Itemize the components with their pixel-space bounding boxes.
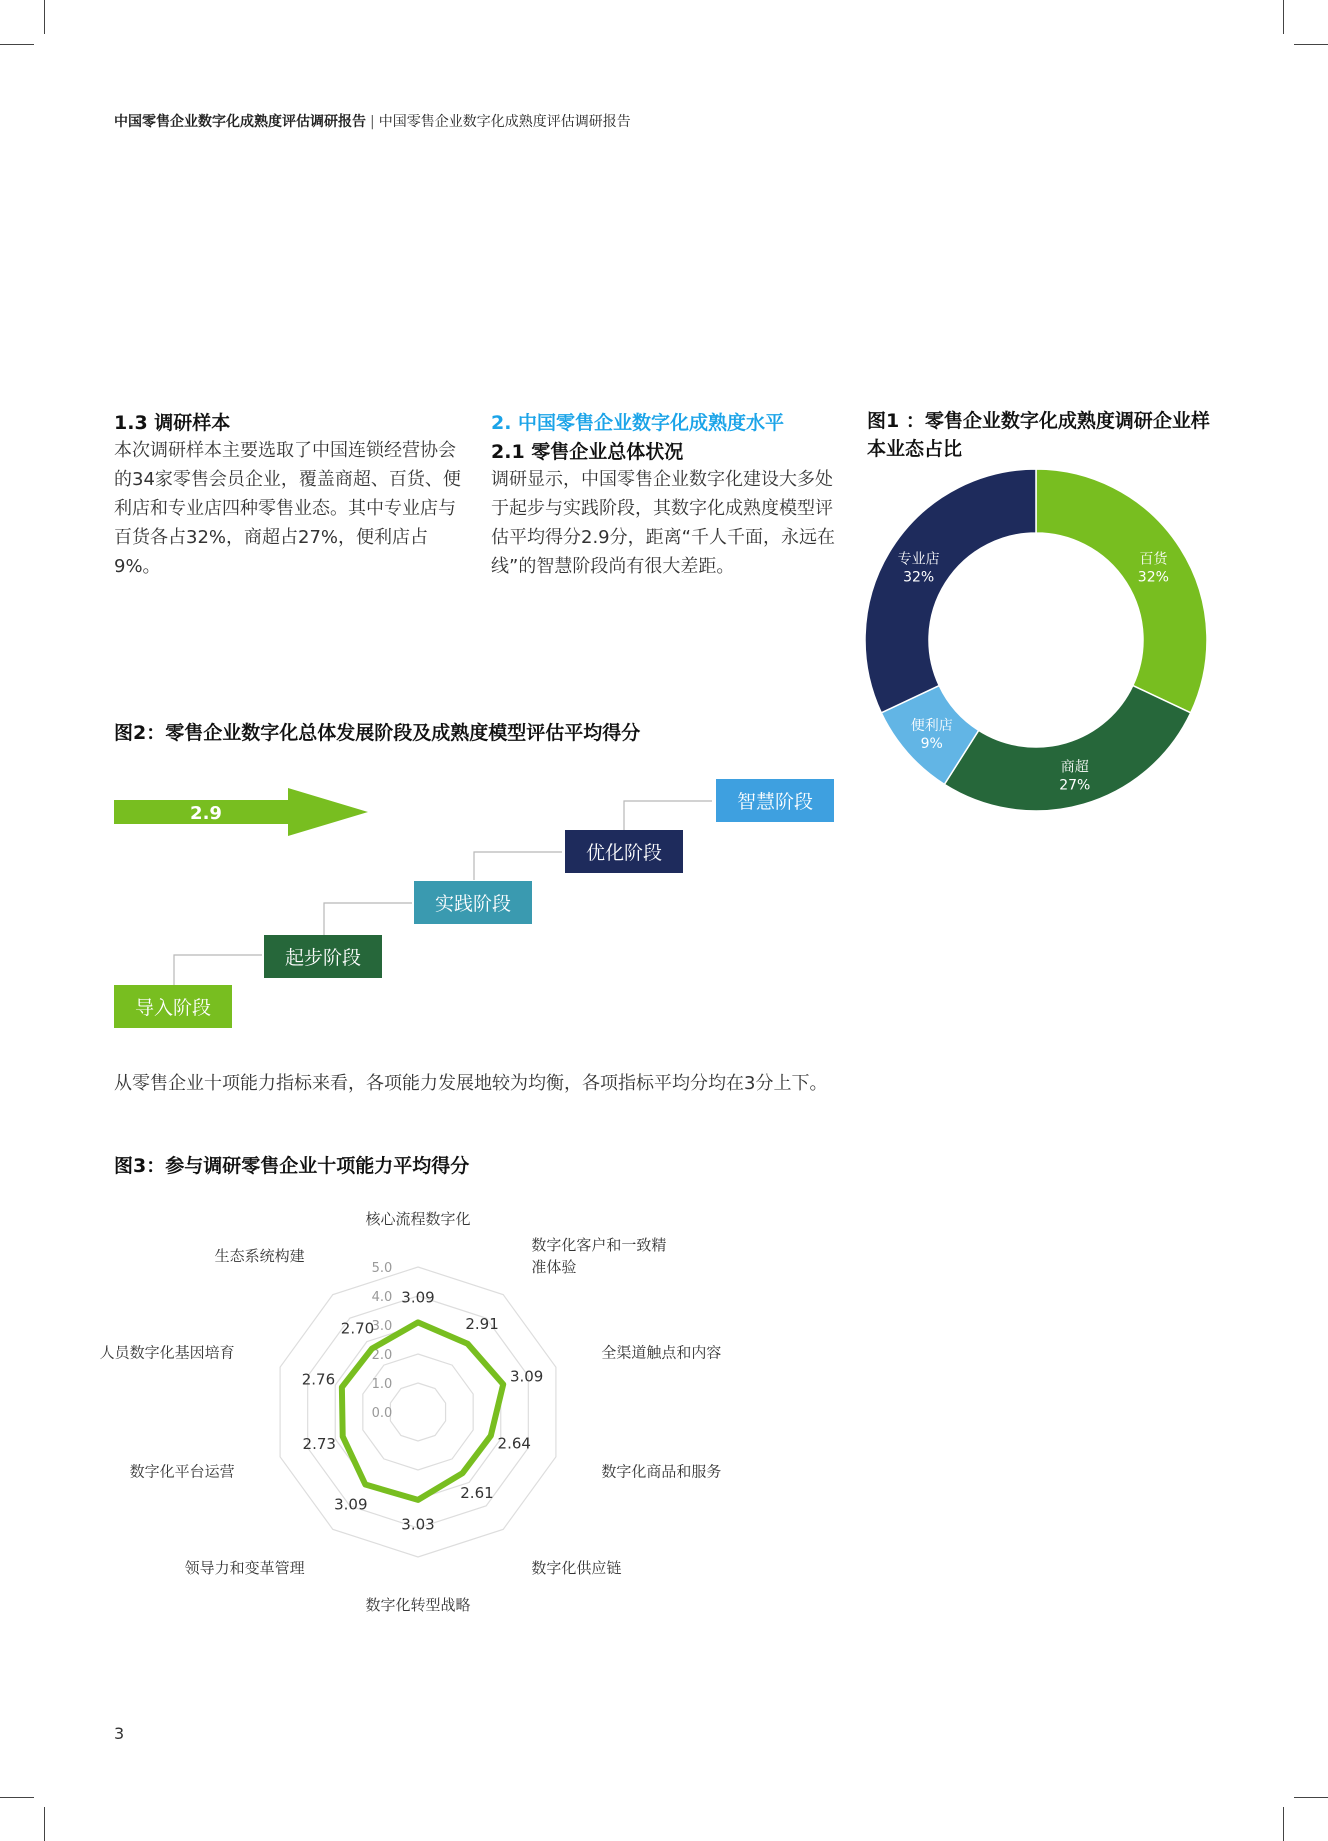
radar-series-line [340,1319,503,1499]
radar-scale-tick: 3.0 [371,1319,393,1334]
section-2-1-body: 调研显示，中国零售企业数字化建设大多处于起步与实践阶段，其数字化成熟度模型评估平均得分2.9分，距离“千人千面，永远在线”的智慧阶段尚有很大差距。 [491,469,835,577]
radar-scale-tick: 4.0 [371,1290,393,1305]
fig1-title: 图1 ：零售企业数字化成熟度调研企业样本业态占比 [867,410,1210,460]
radar-axis-label: 准体验 [531,1257,577,1276]
radar-axis-label: 全渠道触点和内容 [601,1343,722,1362]
radar-value-label: 2.64 [497,1434,531,1453]
donut-label-value: 32% [1137,569,1169,586]
stage-optimize: 优化阶段 [565,830,683,873]
donut-label-value: 27% [1059,777,1091,794]
header-title-light: 中国零售企业数字化成熟度评估调研报告 [378,114,631,130]
radar-value-label: 2.61 [460,1484,494,1503]
donut-label-value: 9% [920,735,943,752]
radar-scale-tick: 5.0 [371,1261,393,1276]
radar-value-label: 3.09 [509,1367,544,1386]
score-arrow-value: 2.9 [190,803,222,824]
radar-grid-ring [280,1267,556,1557]
section-2-title: 2. 中国零售企业数字化成熟度水平 [491,412,785,434]
radar-axis-label: 人员数字化基因培育 [99,1343,235,1362]
stage-intro: 导入阶段 [114,985,232,1028]
radar-axis-label: 核心流程数字化 [365,1210,471,1229]
stage-start: 起步阶段 [264,935,382,978]
donut-label-name: 专业店 [897,551,940,568]
page-number: 3 [114,1724,125,1743]
radar-axis-label: 数字化客户和一致精 [531,1235,667,1254]
header-separator: | [370,114,375,130]
stage-smart: 智慧阶段 [716,779,834,822]
stage-practice: 实践阶段 [414,881,532,924]
radar-axis-label: 数字化平台运营 [129,1462,235,1481]
donut-label-name: 百货 [1139,551,1168,568]
header-title-bold: 中国零售企业数字化成熟度评估调研报告 [114,114,366,130]
fig2-title: 图2：零售企业数字化总体发展阶段及成熟度模型评估平均得分 [114,722,641,744]
section-1-3-title: 1.3 调研样本 [114,412,231,434]
radar-value-label: 3.09 [401,1288,435,1307]
radar-value-label: 2.91 [465,1314,499,1333]
radar-value-label: 2.70 [340,1319,375,1338]
radar-axis-label: 生态系统构建 [214,1246,305,1265]
section-2-1-subtitle: 2.1 零售企业总体状况 [491,441,684,463]
donut-label-name: 便利店 [910,717,953,734]
fig3-intro-paragraph: 从零售企业十项能力指标来看，各项能力发展地较为均衡，各项指标平均分均在3分上下。 [114,1073,828,1094]
fig3-title: 图3：参与调研零售企业十项能力平均得分 [114,1155,470,1177]
radar-scale-tick: 0.0 [371,1406,393,1421]
donut-label-value: 32% [903,569,935,586]
donut-label-name: 商超 [1060,759,1089,776]
radar-axis-label: 数字化供应链 [531,1559,622,1578]
radar-value-label: 3.09 [334,1495,368,1514]
radar-value-label: 3.03 [401,1515,435,1534]
radar-scale-tick: 2.0 [371,1348,393,1363]
radar-axis-label: 领导力和变革管理 [184,1559,305,1578]
radar-axis-label: 数字化商品和服务 [601,1462,722,1481]
radar-value-label: 2.76 [301,1370,336,1389]
section-1-3-body: 本次调研样本主要选取了中国连锁经营协会的34家零售会员企业，覆盖商超、百货、便利店和专业店四种零售业态。其中专业店与百货各占32%，商超占27%，便利店占9%。 [114,440,461,577]
radar-grid-ring [390,1383,445,1441]
radar-value-label: 2.73 [302,1435,336,1454]
radar-scale-tick: 1.0 [371,1377,393,1392]
radar-axis-label: 数字化转型战略 [365,1595,471,1614]
fig3-radar-chart [0,1190,800,1614]
